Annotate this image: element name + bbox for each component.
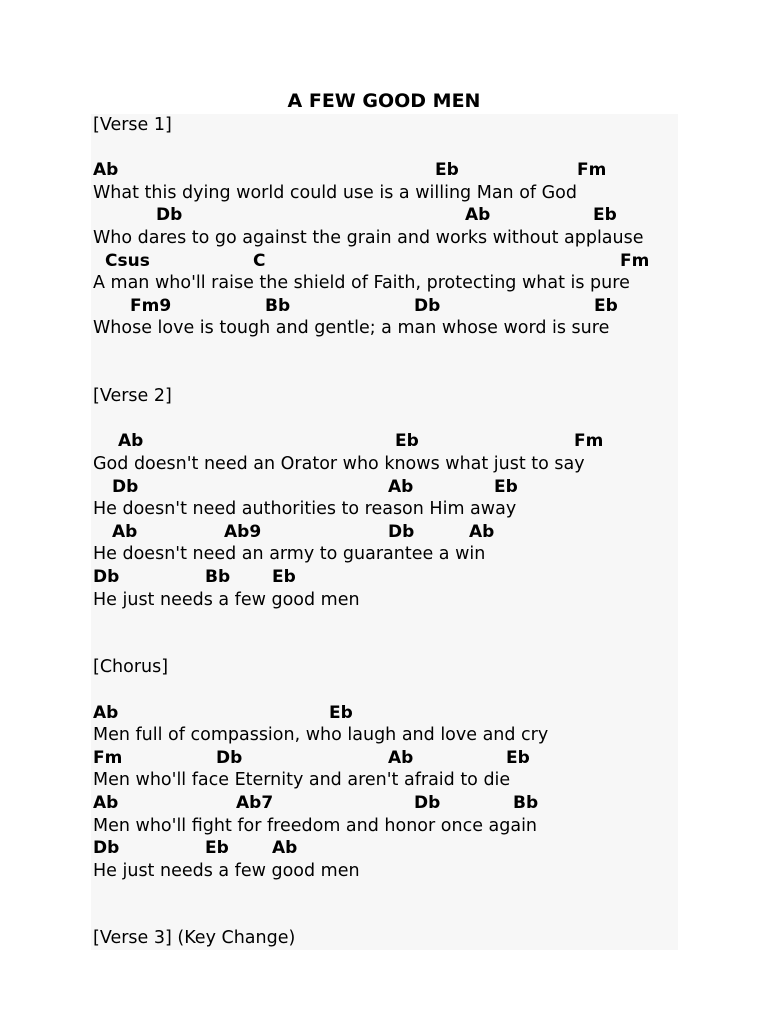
lyric-line: A man who'll raise the shield of Faith, protecting what is pure	[93, 273, 630, 293]
lyric-line: What this dying world could use is a willing Man of God	[93, 183, 578, 203]
chord: Bb	[265, 296, 291, 316]
chord: Fm	[93, 748, 123, 768]
chord: Fm	[574, 431, 604, 451]
chord: Eb	[494, 477, 518, 497]
chord: Ab	[388, 477, 414, 497]
chord: Eb	[594, 296, 618, 316]
chord: Csus	[105, 251, 150, 271]
chord: Ab	[93, 793, 119, 813]
chord: Bb	[205, 567, 231, 587]
chord: Db	[93, 838, 120, 858]
chord: Fm	[620, 251, 650, 271]
chord: Db	[414, 793, 441, 813]
chord: Bb	[513, 793, 539, 813]
lyric-line: Men who'll fight for freedom and honor once again	[93, 816, 538, 836]
lyric-line: Whose love is tough and gentle; a man whose word is sure	[93, 318, 610, 338]
lyric-line: Men who'll face Eternity and aren't afraid to die	[93, 770, 511, 790]
section-header-verse-3: [Verse 3] (Key Change)	[93, 928, 296, 948]
chord: Eb	[506, 748, 530, 768]
chord: Ab	[272, 838, 298, 858]
chord: C	[253, 251, 266, 271]
chord: Eb	[435, 160, 459, 180]
lyric-line: Men full of compassion, who laugh and love and cry	[93, 725, 549, 745]
section-header-chorus: [Chorus]	[93, 657, 169, 677]
chord: Eb	[593, 205, 617, 225]
chord: Ab	[388, 748, 414, 768]
chord: Ab	[118, 431, 144, 451]
chord: Ab	[93, 160, 119, 180]
chord: Fm9	[130, 296, 172, 316]
chord: Fm	[577, 160, 607, 180]
chord: Db	[93, 567, 120, 587]
chord: Ab7	[236, 793, 274, 813]
chord: Db	[156, 205, 183, 225]
lyric-line: He just needs a few good men	[93, 861, 360, 881]
lyric-line: God doesn't need an Orator who knows what just to say	[93, 454, 585, 474]
chord: Ab	[465, 205, 491, 225]
chord: Db	[414, 296, 441, 316]
lyric-line: He just needs a few good men	[93, 590, 360, 610]
chord: Ab	[469, 522, 495, 542]
lyric-line: He doesn't need an army to guarantee a win	[93, 544, 486, 564]
chord: Db	[388, 522, 415, 542]
chord: Eb	[272, 567, 296, 587]
chord: Ab9	[224, 522, 262, 542]
chord: Db	[216, 748, 243, 768]
chord: Eb	[329, 703, 353, 723]
chord: Db	[112, 477, 139, 497]
section-header-verse-2: [Verse 2]	[93, 386, 172, 406]
chord: Ab	[112, 522, 138, 542]
section-header-verse-1: [Verse 1]	[93, 115, 172, 135]
chord: Ab	[93, 703, 119, 723]
chord: Eb	[205, 838, 229, 858]
song-title: A FEW GOOD MEN	[287, 90, 481, 112]
chord: Eb	[395, 431, 419, 451]
lyric-line: He doesn't need authorities to reason Him away	[93, 499, 517, 519]
lyric-line: Who dares to go against the grain and works without applause	[93, 228, 644, 248]
